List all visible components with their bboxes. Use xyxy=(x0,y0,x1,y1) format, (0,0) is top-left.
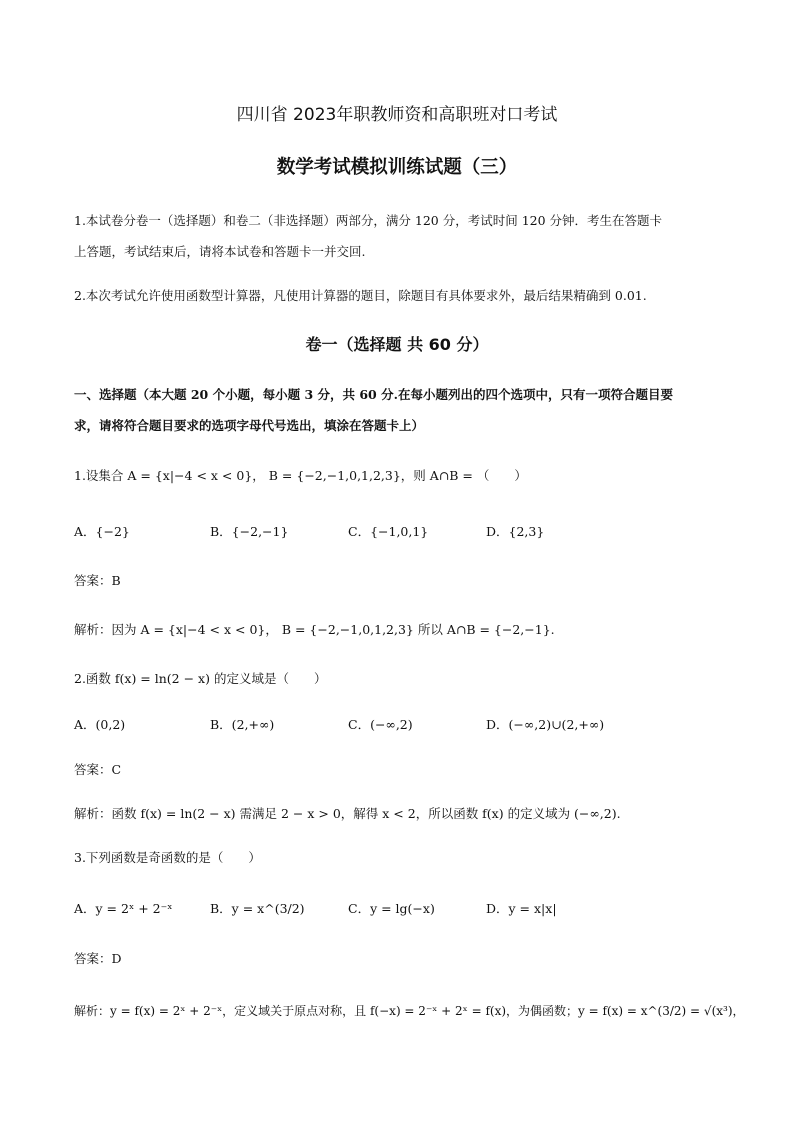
question-3-option-d: D．y = x|x| xyxy=(486,901,557,916)
exam-title-line1: 四川省 2023年职教师资和高职班对口考试 xyxy=(236,105,558,125)
instruction-line-1: 1.本试卷分卷一（选择题）和卷二（非选择题）两部分，满分 120 分，考试时间 120 分钟．考生在答题卡 xyxy=(74,213,663,228)
question-1-analysis: 解析：因为 A = {x|−4 < x < 0}， B = {−2,−1,0,1,2,3} 所以 A∩B = {−2,−1}. xyxy=(74,622,555,637)
question-3-option-c: C．y = lg(−x) xyxy=(348,901,435,916)
exam-title-line2: 数学考试模拟训练试题（三） xyxy=(276,157,518,178)
question-1-stem: 1.设集合 A = {x|−4 < x < 0}， B = {−2,−1,0,1,2,3}，则 A∩B = （ ） xyxy=(74,468,527,483)
question-3-option-b: B．y = x^(3/2) xyxy=(210,901,305,916)
section-title: 卷一（选择题 共 60 分） xyxy=(305,335,489,354)
question-3-analysis: 解析：y = f(x) = 2ˣ + 2⁻ˣ，定义域关于原点对称，且 f(−x) = 2⁻ˣ + 2ˣ = f(x)，为偶函数；y = f(x) = x^(3/2) = √(x³)， xyxy=(74,1004,745,1018)
question-1-option-a: A．{−2} xyxy=(74,524,130,539)
question-1-option-d: D．{2,3} xyxy=(486,524,545,539)
question-2-analysis: 解析：函数 f(x) = ln(2 − x) 需满足 2 − x > 0，解得 x < 2，所以函数 f(x) 的定义域为 (−∞,2). xyxy=(74,806,621,821)
question-2-option-c: C．(−∞,2) xyxy=(348,717,413,732)
section-intro-line-2: 求，请将符合题目要求的选项字母代号选出，填涂在答题卡上） xyxy=(74,418,425,433)
question-1-option-b: B．{−2,−1} xyxy=(210,524,289,539)
question-1-answer: 答案：B xyxy=(74,573,121,588)
question-2-option-a: A．(0,2) xyxy=(74,717,126,732)
question-3-answer: 答案：D xyxy=(74,951,122,966)
question-1-option-c: C．{−1,0,1} xyxy=(348,524,429,539)
question-3-option-a: A．y = 2ˣ + 2⁻ˣ xyxy=(74,901,173,916)
instruction-line-2: 上答题，考试结束后，请将本试卷和答题卡一并交回. xyxy=(74,244,366,259)
question-2-option-b: B．(2,+∞) xyxy=(210,717,275,732)
question-3-stem: 3.下列函数是奇函数的是（ ） xyxy=(74,850,261,865)
question-2-stem: 2.函数 f(x) = ln(2 − x) 的定义域是（ ） xyxy=(74,671,327,686)
question-2-option-d: D．(−∞,2)∪(2,+∞) xyxy=(486,717,605,732)
question-2-answer: 答案：C xyxy=(74,762,122,777)
instruction-line-3: 2.本次考试允许使用函数型计算器，凡使用计算器的题目，除题目有具体要求外，最后结果精确到 0.01. xyxy=(74,288,647,303)
section-intro-line-1: 一、选择题（本大题 20 个小题，每小题 3 分，共 60 分.在每小题列出的四个选项中，只有一项符合题目要 xyxy=(74,387,673,402)
